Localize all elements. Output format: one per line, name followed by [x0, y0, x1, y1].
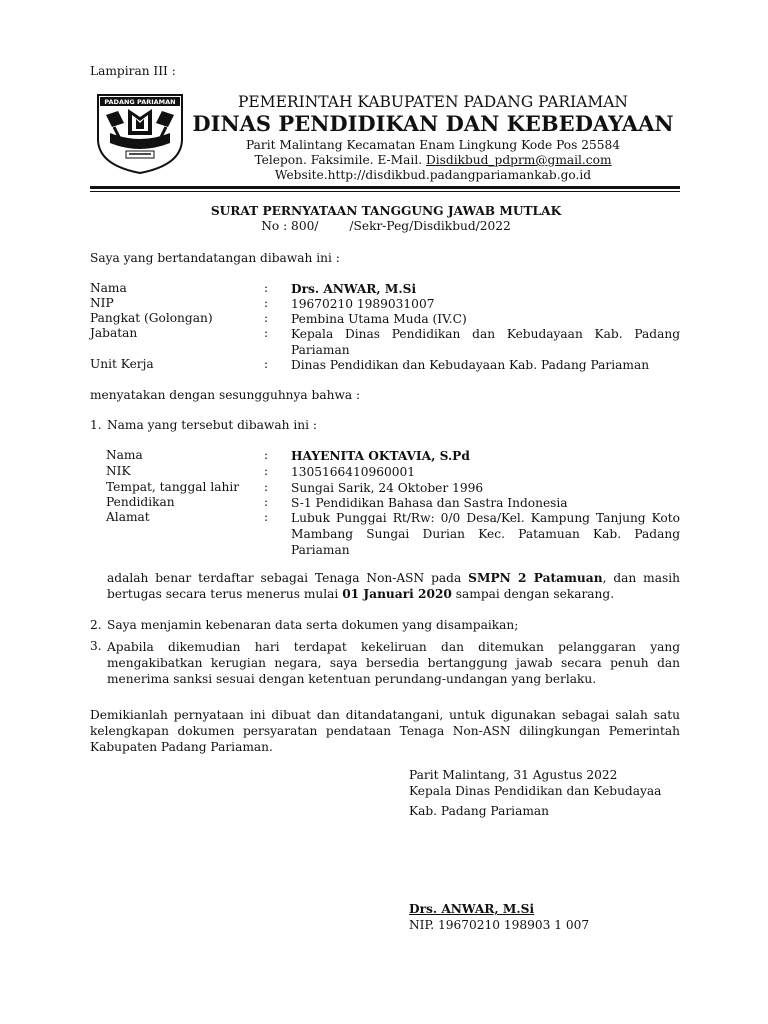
- start-date: 01 Januari 2020: [342, 587, 452, 601]
- declaration-text: menyatakan dengan sesungguhnya bahwa :: [90, 388, 361, 402]
- statement-text: adalah benar terdaftar sebagai Tenaga Non-ASN pada: [107, 571, 469, 585]
- school-name: SMPN 2 Patamuan: [468, 571, 603, 585]
- field-label: Nama: [90, 281, 127, 295]
- regional-emblem-icon: [96, 93, 184, 175]
- field-colon: :: [264, 311, 269, 325]
- signer-nip: NIP. 19670210 198903 1 007: [409, 918, 590, 932]
- field-value: Dinas Pendidikan dan Kebudayaan Kab. Padang Pariaman: [291, 358, 650, 372]
- agency-name: DINAS PENDIDIKAN DAN KEBEDAYAAN: [192, 111, 674, 136]
- field-label: Pangkat (Golongan): [90, 311, 213, 325]
- item-text: Apabila dikemudian hari terdapat kekeliruan dan ditemukan pelanggaran yang mengakibatkan kerugian negara, saya bersedia bertanggung jawab secara penuh dan menerima sanksi sesuai dengan ketentuan perundang-undangan yang berlaku.: [107, 640, 680, 686]
- field-value: S-1 Pendidikan Bahasa dan Sastra Indonesia: [291, 496, 568, 510]
- header-rule-thick: [90, 186, 680, 189]
- signer-name: Drs. ANWAR, M.Si: [409, 902, 535, 916]
- agency-address: Parit Malintang Kecamatan Enam Lingkung Kode Pos 25584: [245, 138, 621, 152]
- field-label: Alamat: [106, 510, 150, 524]
- item-number: 2.: [90, 618, 102, 632]
- field-label: Nama: [106, 448, 143, 462]
- item-number: 1.: [90, 418, 102, 432]
- field-value: Sungai Sarik, 24 Oktober 1996: [291, 481, 484, 495]
- item-text: Saya menjamin kebenaran data serta dokumen yang disampaikan;: [107, 618, 519, 632]
- agency-contact: [184, 153, 682, 167]
- field-value: HAYENITA OKTAVIA, S.Pd: [291, 449, 470, 463]
- field-colon: :: [264, 495, 269, 509]
- signer-position: Kepala Dinas Pendidikan dan Kebudayaa: [409, 784, 662, 798]
- intro-text: Saya yang bertandatangan dibawah ini :: [90, 251, 340, 265]
- document-title: SURAT PERNYATAAN TANGGUNG JAWAB MUTLAK: [210, 204, 562, 218]
- field-label: Tempat, tanggal lahir: [106, 480, 240, 494]
- field-value: Kepala Dinas Pendidikan dan Kebudayaan Kab. Padang Pariaman: [291, 327, 680, 357]
- field-colon: :: [264, 326, 269, 340]
- field-value: 19670210 1989031007: [291, 297, 435, 311]
- field-value: 1305166410960001: [291, 465, 416, 479]
- field-label: Jabatan: [90, 326, 138, 340]
- field-colon: :: [264, 464, 269, 478]
- field-colon: :: [264, 510, 269, 524]
- field-colon: :: [264, 296, 269, 310]
- field-colon: :: [264, 448, 269, 462]
- government-name: PEMERINTAH KABUPATEN PADANG PARIAMAN: [237, 93, 628, 111]
- field-value: Lubuk Punggai Rt/Rw: 0/0 Desa/Kel. Kampung Tanjung Koto Mambang Sungai Durian Kec. Patamuan Kab. Padang Pariaman: [291, 511, 680, 557]
- agency-website[interactable]: Website.http://disdikbud.padangpariamankab.go.id: [274, 168, 592, 182]
- header-rule-thin: [90, 191, 680, 192]
- field-label: NIP: [90, 296, 114, 310]
- statement-text: sampai dengan sekarang.: [451, 587, 615, 601]
- closing-paragraph: Demikianlah pernyataan ini dibuat dan ditandatangani, untuk digunakan sebagai salah satu kelengkapan dokumen persyaratan pendataan Tenaga Non-ASN dilingkungan Pemerintah Kabupaten Padang Pariaman.: [90, 708, 680, 754]
- field-value: Pembina Utama Muda (IV.C): [291, 312, 467, 326]
- field-label: Unit Kerja: [90, 357, 154, 371]
- attachment-label: Lampiran III :: [90, 64, 176, 78]
- statement-text: , dan masih bertugas secara terus menerus mulai: [107, 571, 680, 601]
- email-link[interactable]: Disdikbud_pdprm@gmail.com: [425, 153, 612, 167]
- signer-region: Kab. Padang Pariaman: [409, 804, 550, 818]
- item-number: 3.: [90, 639, 102, 653]
- statement-paragraph: [107, 570, 680, 602]
- field-label: Pendidikan: [106, 495, 175, 509]
- contact-prefix: Telepon. Faksimile. E-Mail.: [254, 153, 426, 167]
- document-number: No : 800/ /Sekr-Peg/Disdikbud/2022: [261, 219, 511, 233]
- field-colon: :: [264, 480, 269, 494]
- item-text: Nama yang tersebut dibawah ini :: [107, 418, 317, 432]
- logo-text: PADANG PARIAMAN: [104, 98, 176, 106]
- place-date: Parit Malintang, 31 Agustus 2022: [409, 768, 618, 782]
- field-value: Drs. ANWAR, M.Si: [291, 282, 417, 296]
- field-colon: :: [264, 357, 269, 371]
- field-colon: :: [264, 281, 269, 295]
- field-label: NIK: [106, 464, 131, 478]
